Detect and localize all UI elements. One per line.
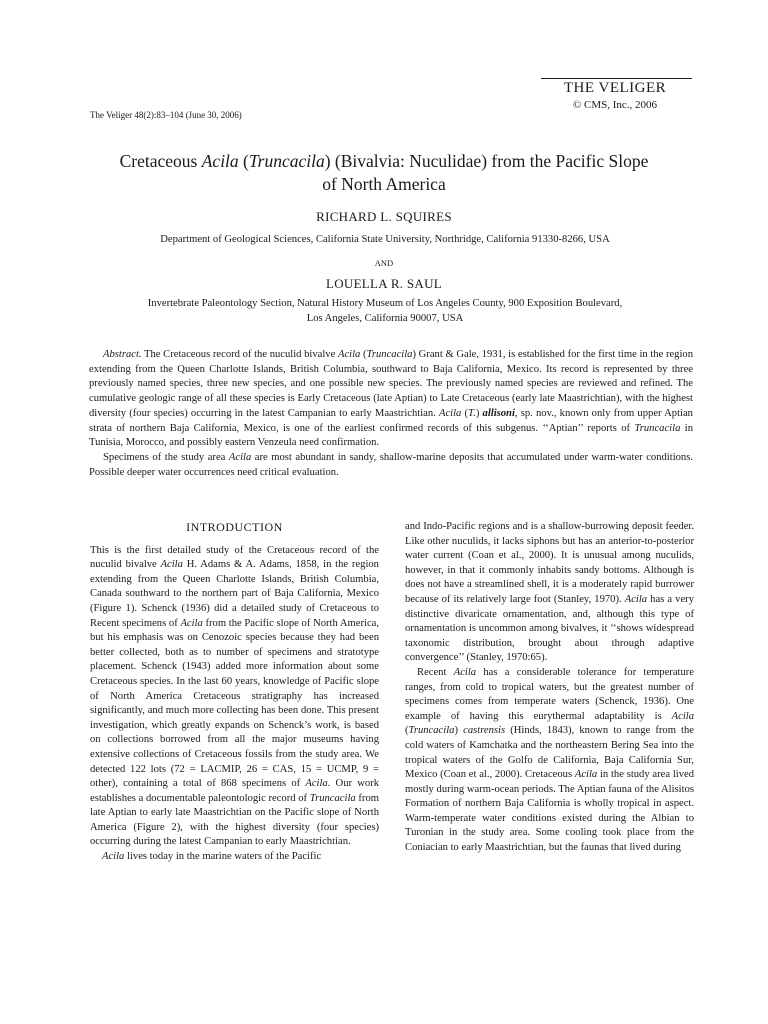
affiliation-line: Invertebrate Paleontology Section, Natural History Museum of Los Angeles County, 900 Exposition Boulevard, xyxy=(147,298,623,309)
author-name: RICHARD L. SQUIRES xyxy=(316,209,452,224)
abstract-label: Abstract. xyxy=(103,349,142,360)
author-affiliation xyxy=(90,296,680,326)
body-paragraph: This is the first detailed study of the Cretaceous record of the nuculid bivalve Acila H. Adams & A. Adams, 1858, in the region extending from the Queen Charlotte Islands, British Columbia, Canada southward to the northern part of Baja California, Mexico (Figure 1). Schenck (1936) did a detailed study of Cretaceous to Recent specimens of Acila from the Pacific slope of North America, but his emphasis was on Cenozoic species because they had been better collected, both as to number of specimens and stratotype placement. Schenck (1943) added more information about some Cretaceous species. In the last 60 years, knowledge of Pacific slope of North America Cretaceous stratigraphy has increased significantly, and much more collecting has been done. This present investigation, which greatly expands on Schenck’s work, is based on collections borrowed from all the major museums having extensive collections of Cretaceous fossils from the study area. We detected 122 lots (72 = LACMIP, 26 = CAS, 15 = UCMP, 9 = other), containing a total of 868 specimens of Acila. Our work establishes a documentable paleontologic record of Truncacila from late Aptian to early late Maastrichtian on the Pacific slope of North America (Figure 2), with the highest diversity (four species) occurring during the latest Campanian to early Maastrichtian. xyxy=(90,544,380,848)
title-genus: Acila xyxy=(201,151,239,171)
title-text: ) (Bivalvia: Nuculidae) from the Pacific Slope xyxy=(324,151,649,171)
title-text: ( xyxy=(238,151,249,171)
title-text: of North America xyxy=(322,174,446,194)
left-column xyxy=(90,516,379,865)
author-affiliation: Department of Geological Sciences, California State University, Northridge, California 91330-8266, USA xyxy=(160,234,610,245)
right-column xyxy=(405,520,694,856)
abstract-paragraph: Specimens of the study area Acila are most abundant in sandy, shallow-marine deposits that accumulated under warm-water conditions. Possible deeper water occurrences need critical evaluation. xyxy=(89,451,693,478)
abstract-paragraph: Abstract. The Cretaceous record of the nuculid bivalve Acila (Truncacila) Grant & Gale, 1931, is established for the first time in the region extending from the Queen Charlotte Islands, British Columbia, southward to Baja California, Mexico. Its record is represented by three previously named species, three new species, and one possible new species. The previously named species are reviewed and refined. The cumulative geologic range of all these species is Early Cretaceous (late Aptian) to Late Cretaceous (early late Maastrichtian), with the highest diversity (four species) occurring in the latest Campanian to early Maastrichtian. Acila (T.) allisoni, sp. nov., known only from upper Aptian strata of northern Baja California, Mexico, is one of the earliest confirmed records of this subgenus. ‘‘Aptian’’ reports of Truncacila in Tunisia, Morocco, and possibly eastern Venzeula need confirmation. xyxy=(89,349,694,449)
body-paragraph: Recent Acila has a considerable tolerance for temperature ranges, from cold to tropical waters, but the greatest number of specimens comes from temperate waters (Schenck, 1936). One example of having this eurythermal adaptability is Acila (Truncacila) castrensis (Hinds, 1843), known to range from the cold waters of Kamchatka and the northeastern Bering Sea into the tropical waters of the Golfo de California, Baja California Sur, Mexico (Coan et al., 2000). Cretaceous Acila in the study area lived mostly during warm-ocean periods. The Aptian fauna of the Alisitos Formation of northern Baja California is wholly tropical in aspect. Warm-temperate water conditions existed during the Albian to Turonian in the study area. Some cooling took place from the Coniacian to early Maastrichtian, but the faunas that lived during xyxy=(405,666,695,854)
masthead-rule xyxy=(541,78,692,79)
author-name: LOUELLA R. SAUL xyxy=(325,276,443,291)
title-text: Cretaceous xyxy=(119,151,202,171)
body-paragraph: and Indo-Pacific regions and is a shallow-burrowing deposit feeder. Like other nuculids, it lacks siphons but has an anterior-to-posterior water current (Coan et al., 2000). It is unusual among nuculids, however, in that it commonly inhabits sandy bottoms. Although is does not have a streamlined shell, it is a moderately rapid burrower because of its relatively large foot (Stanley, 1970). Acila has a very distinctive divaricate ornamentation, and, although this type of ornamentation is uncommon among bivalves, it ‘‘shows widespread taxonomic distribution, brought about through adaptive convergence’’ (Stanley, 1970:65). xyxy=(405,521,694,664)
author-separator: AND xyxy=(374,258,394,268)
abstract xyxy=(89,348,693,480)
section-heading: INTRODUCTION xyxy=(186,520,283,534)
body-paragraph: Acila lives today in the marine waters of the Pacific xyxy=(102,851,322,863)
copyright-line: © CMS, Inc., 2006 xyxy=(572,99,658,111)
journal-name: THE VELIGER xyxy=(563,80,667,96)
affiliation-line: Los Angeles, California 90007, USA xyxy=(306,313,464,324)
citation-line: The Veliger 48(2):83–104 (June 30, 2006) xyxy=(90,110,242,120)
title-subgenus: Truncacila xyxy=(248,151,325,171)
article-title xyxy=(70,150,698,196)
